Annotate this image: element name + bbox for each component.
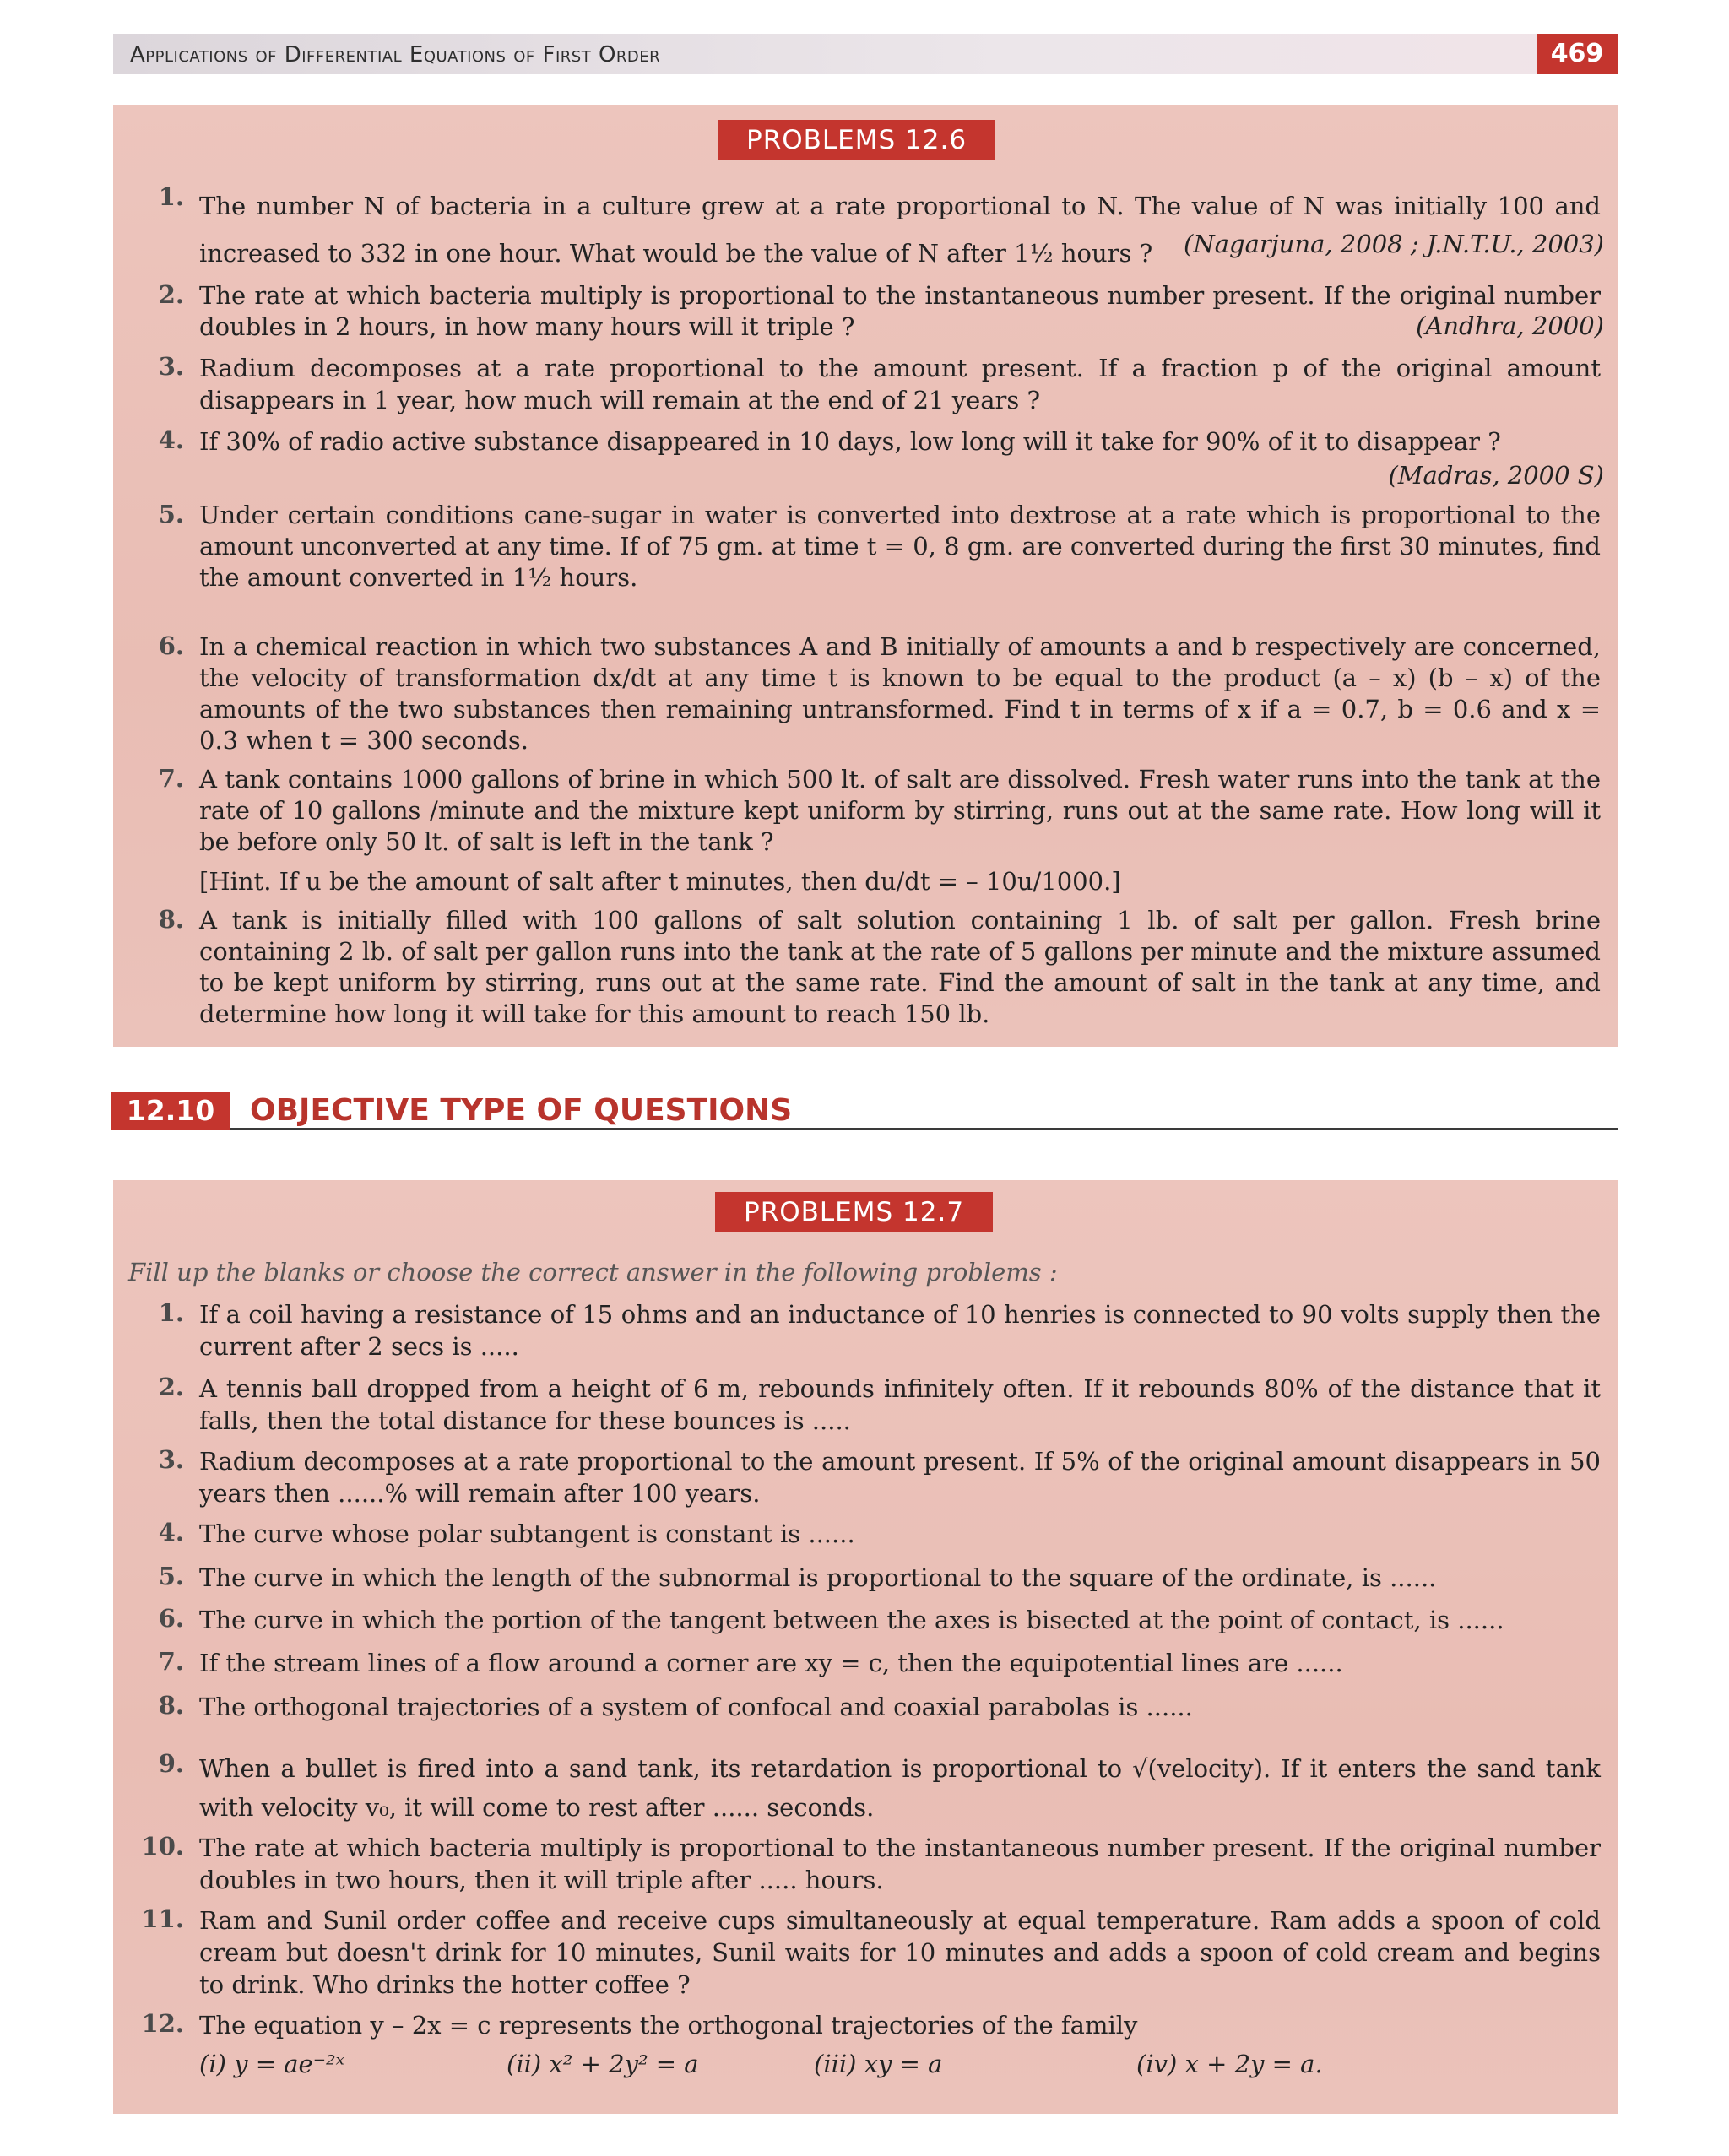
question-number: 10. [141, 1832, 184, 1861]
question-text: Ram and Sunil order coffee and receive cups simultaneously at equal temperature. Ram adds a spoon of cold cream but doesn't drink for 10 minutes, Sunil waits for 10 minutes and adds a spoon of cold cream and begins to drink. Who drinks the hotter coffee ? [199, 1906, 1601, 1999]
question-number: 5. [158, 1562, 184, 1590]
problem-number: 3. [158, 352, 184, 381]
problem-text: Under certain conditions cane-sugar in water is converted into dextrose at a rate which is proportional to the amount unconverted at any time. If of 75 gm. at time t = 0, 8 gm. are converted during the first 30 minutes, find the amount converted in 1½ hours. [199, 501, 1601, 592]
question-number: 6. [158, 1604, 184, 1633]
question-text: Radium decomposes at a rate proportional to the amount present. If 5% of the original amount disappears in 50 years then ......% will remain after 100 years. [199, 1447, 1601, 1508]
section-heading [111, 1092, 1618, 1130]
option-ii: (ii) x² + 2y² = a [507, 2050, 699, 2078]
problems-12-7-box [113, 1180, 1618, 2114]
option-iv: (iv) x + 2y = a. [1136, 2050, 1323, 2078]
question-number: 12. [141, 2009, 184, 2038]
question-number: 7. [158, 1647, 184, 1676]
problem-number: 6. [158, 631, 184, 660]
problem-number: 8. [158, 905, 184, 934]
section-number: 12.10 [111, 1092, 230, 1130]
question-text: The curve in which the portion of the tangent between the axes is bisected at the point of contact, is ...... [199, 1606, 1504, 1634]
problem-text: In a chemical reaction in which two substances A and B initially of amounts a and b respectively are concerned, the velocity of transformation dx/dt at any time t is known to be equal to the product (a – x) (b – x) of the amounts of the two substances then remaining untransformed. Find t in terms of x if a = 0.7, b = 0.6 and x = 0.3 when t = 300 seconds. [199, 632, 1601, 755]
question-number: 3. [158, 1445, 184, 1474]
question-text: If the stream lines of a flow around a corner are xy = c, then the equipotential lines are ...... [199, 1649, 1343, 1677]
problem-source: (Madras, 2000 S) [1388, 461, 1604, 490]
question-number: 4. [158, 1518, 184, 1547]
problem-number: 1. [158, 182, 184, 211]
problem-number: 5. [158, 500, 184, 528]
problem-text: A tank is initially filled with 100 gallons of salt solution containing 1 lb. of salt per gallon. Fresh brine containing 2 lb. of salt per gallon runs into the tank at the rate of 5 gallons per minute and the mixture assumed to be kept uniform by stirring, runs out at the same rate. Find the amount of salt in the tank at any time, and determine how long it will take for this amount to reach 150 lb. [199, 906, 1601, 1028]
question-text: The equation y – 2x = c represents the orthogonal trajectories of the family [199, 2011, 1138, 2040]
problem-text: The number N of bacteria in a culture grew at a rate proportional to N. The value of N was initially 100 and increased to 332 in one hour. What would be the value of N after 1½ hours ? [199, 192, 1601, 268]
problem-source: (Andhra, 2000) [1416, 311, 1604, 340]
question-text: The curve whose polar subtangent is constant is ...... [199, 1519, 855, 1548]
problem-hint: [Hint. If u be the amount of salt after t minutes, then du/dt = – 10u/1000.] [199, 867, 1121, 896]
question-text: If a coil having a resistance of 15 ohms and an inductance of 10 henries is connected to 90 volts supply then the current after 2 secs is ..... [199, 1300, 1601, 1361]
problems-12-6-label: PROBLEMS 12.6 [718, 120, 995, 160]
problem-text: A tank contains 1000 gallons of brine in which 500 lt. of salt are dissolved. Fresh water runs into the tank at the rate of 10 gallons /minute and the mixture kept uniform by stirring, runs out at the same rate. How long will it be before only 50 lt. of salt is left in the tank ? [199, 765, 1601, 856]
problem-number: 4. [158, 425, 184, 454]
question-number: 8. [158, 1691, 184, 1720]
section-title: OBJECTIVE TYPE OF QUESTIONS [250, 1093, 793, 1128]
page-number: 469 [1537, 34, 1618, 74]
problems-12-7-label: PROBLEMS 12.7 [715, 1192, 993, 1232]
problem-number: 7. [158, 764, 184, 793]
question-text: The curve in which the length of the subnormal is proportional to the square of the ordinate, is ...... [199, 1563, 1437, 1592]
question-text: When a bullet is fired into a sand tank, its retardation is proportional to √(velocity). If it enters the sand tank with velocity v₀, it will come to rest after ...... seconds. [199, 1754, 1601, 1822]
question-number: 2. [158, 1373, 184, 1401]
section-rule [230, 1128, 1618, 1130]
problems-12-6-box [113, 105, 1618, 1047]
question-text: The orthogonal trajectories of a system of confocal and coaxial parabolas is ...... [199, 1693, 1193, 1721]
problem-text: The rate at which bacteria multiply is proportional to the instantaneous number present. If the original number doubles in 2 hours, in how many hours will it triple ? [199, 281, 1601, 341]
question-number: 9. [158, 1749, 184, 1778]
problem-text: Radium decomposes at a rate proportional to the amount present. If a fraction p of the original amount disappears in 1 year, how much will remain at the end of 21 years ? [199, 354, 1601, 414]
question-text: The rate at which bacteria multiply is proportional to the instantaneous number present. If the original number doubles in two hours, then it will triple after ..... hours. [199, 1834, 1601, 1894]
option-iii: (iii) xy = a [814, 2050, 943, 2078]
instruction-text: Fill up the blanks or choose the correct answer in the following problems : [128, 1258, 1058, 1287]
running-header [113, 34, 1618, 74]
problem-source: (Nagarjuna, 2008 ; J.N.T.U., 2003) [1184, 230, 1604, 258]
question-number: 11. [141, 1904, 184, 1933]
option-i: (i) y = ae⁻²ˣ [199, 2050, 344, 2078]
chapter-title: Applications of Differential Equations of First Order [130, 42, 661, 68]
question-text: A tennis ball dropped from a height of 6 m, rebounds infinitely often. If it rebounds 80% of the distance that it falls, then the total distance for these bounces is ..... [199, 1374, 1601, 1435]
question-number: 1. [158, 1298, 184, 1327]
problem-text: If 30% of radio active substance disappeared in 10 days, low long will it take for 90% of it to disappear ? [199, 427, 1501, 456]
problem-number: 2. [158, 280, 184, 309]
